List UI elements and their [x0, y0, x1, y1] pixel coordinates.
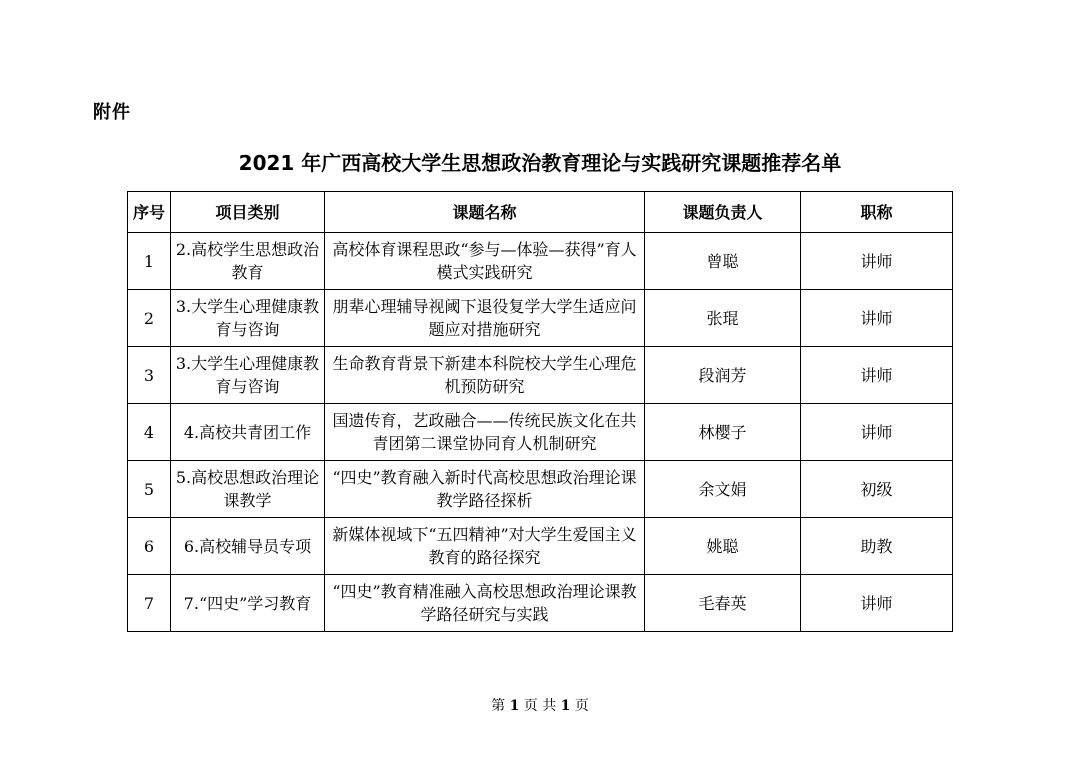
cell-topic: 国遗传育，艺政融合——传统民族文化在共青团第二课堂协同育人机制研究	[325, 404, 645, 461]
cell-topic: 朋辈心理辅导视阈下退役复学大学生适应问题应对措施研究	[325, 290, 645, 347]
cell-title: 讲师	[801, 290, 953, 347]
cell-no: 5	[128, 461, 171, 518]
table-header-row	[128, 192, 953, 233]
cell-topic: 高校体育课程思政“参与—体验—获得”育人模式实践研究	[325, 233, 645, 290]
cell-leader: 段润芳	[645, 347, 801, 404]
cell-category: 4.高校共青团工作	[171, 404, 325, 461]
cell-category: 3.大学生心理健康教育与咨询	[171, 347, 325, 404]
cell-topic: 生命教育背景下新建本科院校大学生心理危机预防研究	[325, 347, 645, 404]
cell-category: 3.大学生心理健康教育与咨询	[171, 290, 325, 347]
cell-title: 讲师	[801, 233, 953, 290]
cell-no: 1	[128, 233, 171, 290]
cell-leader: 毛春英	[645, 575, 801, 632]
page-footer	[0, 695, 1080, 715]
cell-topic: “四史”教育融入新时代高校思想政治理论课教学路径探析	[325, 461, 645, 518]
table-row	[128, 518, 953, 575]
cell-title: 讲师	[801, 347, 953, 404]
cell-title: 讲师	[801, 404, 953, 461]
table-row	[128, 347, 953, 404]
column-header-category: 项目类别	[171, 192, 325, 233]
column-header-no: 序号	[128, 192, 171, 233]
column-header-title: 职称	[801, 192, 953, 233]
footer-page-number: 1	[509, 698, 520, 714]
cell-category: 5.高校思想政治理论课教学	[171, 461, 325, 518]
table-row	[128, 404, 953, 461]
cell-title: 助教	[801, 518, 953, 575]
cell-topic: 新媒体视域下“五四精神”对大学生爱国主义教育的路径探究	[325, 518, 645, 575]
footer-total-pages: 1	[560, 698, 571, 714]
table-row	[128, 461, 953, 518]
cell-no: 6	[128, 518, 171, 575]
cell-leader: 姚聪	[645, 518, 801, 575]
cell-no: 3	[128, 347, 171, 404]
cell-leader: 余文娟	[645, 461, 801, 518]
cell-leader: 曾聪	[645, 233, 801, 290]
column-header-topic: 课题名称	[325, 192, 645, 233]
footer-prefix: 第	[491, 698, 506, 714]
cell-category: 6.高校辅导员专项	[171, 518, 325, 575]
cell-leader: 张琨	[645, 290, 801, 347]
cell-leader: 林樱子	[645, 404, 801, 461]
cell-title: 初级	[801, 461, 953, 518]
recommendation-table	[127, 191, 953, 632]
attachment-label: 附件	[93, 102, 131, 123]
cell-category: 7.“四史”学习教育	[171, 575, 325, 632]
table-row	[128, 290, 953, 347]
document-title: 2021 年广西高校大学生思想政治教育理论与实践研究课题推荐名单	[238, 151, 842, 175]
cell-category: 2.高校学生思想政治教育	[171, 233, 325, 290]
table-row	[128, 233, 953, 290]
footer-mid: 页 共	[523, 698, 557, 714]
footer-suffix: 页	[574, 698, 589, 714]
cell-topic: “四史”教育精准融入高校思想政治理论课教学路径研究与实践	[325, 575, 645, 632]
cell-no: 4	[128, 404, 171, 461]
cell-title: 讲师	[801, 575, 953, 632]
column-header-leader: 课题负责人	[645, 192, 801, 233]
table-row	[128, 575, 953, 632]
cell-no: 7	[128, 575, 171, 632]
cell-no: 2	[128, 290, 171, 347]
